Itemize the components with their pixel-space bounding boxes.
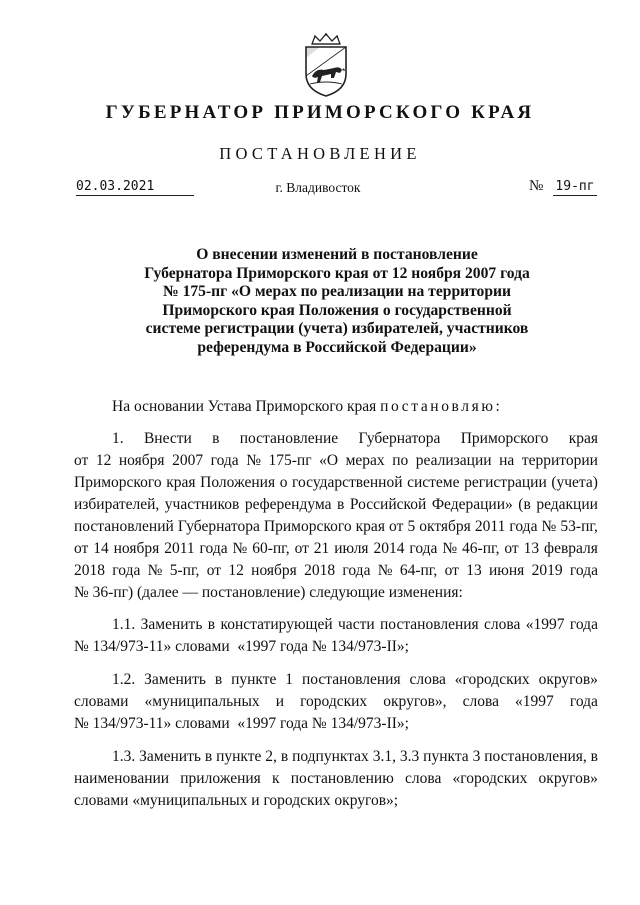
word: 1.1. [112, 616, 136, 633]
word: года [509, 518, 538, 535]
word: № [232, 540, 248, 557]
word: приложения [180, 770, 261, 787]
word: пункте [216, 748, 262, 765]
word: Российской [349, 496, 427, 513]
text-line [74, 614, 598, 636]
word: округов», [383, 693, 447, 710]
heading-line: Приморского края Положения о государственной [162, 301, 512, 319]
word: в [212, 430, 220, 447]
word: 3.3 [399, 748, 420, 765]
word: «1997 [515, 693, 554, 710]
word: от [74, 540, 89, 557]
word: 13 [466, 562, 482, 579]
word: по [392, 452, 409, 469]
document-body [74, 396, 598, 823]
word: констатирующей [220, 616, 333, 633]
word: части [338, 616, 375, 633]
heading-line: № 175-пг «О мерах по реализации на территории [163, 283, 511, 301]
word: территории [521, 452, 598, 469]
word: Приморского [263, 518, 352, 535]
word: реализации [415, 452, 492, 469]
word: системе [407, 474, 460, 491]
word: 21 [313, 540, 330, 557]
word: ноября [113, 540, 160, 557]
word: в [590, 748, 598, 765]
text-line [74, 516, 598, 538]
word: референдума [244, 496, 332, 513]
word: от [389, 518, 404, 535]
word: постановлений [74, 518, 174, 535]
word: Внести [143, 430, 192, 447]
word: о [279, 474, 288, 491]
preamble [74, 396, 598, 418]
text-line [74, 790, 598, 812]
word: слова [409, 671, 446, 688]
word: Положения [200, 474, 276, 491]
word: постановления [380, 616, 479, 633]
word: Заменить [140, 616, 203, 633]
word: и [275, 693, 284, 710]
word: 14 [93, 540, 109, 557]
word: государственной [292, 474, 403, 491]
word: в [204, 748, 213, 765]
word: года [112, 562, 141, 579]
word: года [569, 616, 598, 633]
text-line [74, 428, 598, 450]
word: редакции [536, 496, 598, 513]
number-sign: № [529, 178, 544, 194]
word: к [271, 770, 280, 787]
word: № 134/973-11» словами «1997 года № 134/973-II»; [74, 715, 409, 732]
word: подпунктах [292, 748, 369, 765]
authority-title: ГУБЕРНАТОР ПРИМОРСКОГО КРАЯ [105, 102, 535, 123]
word: словами «муниципальных и городских округов»; [74, 792, 399, 809]
word: 53-пг, [560, 518, 598, 535]
word: 3 [472, 748, 481, 765]
word: февраля [544, 540, 598, 557]
text-line [74, 691, 598, 713]
word: 46-пг, [462, 540, 500, 557]
heading-line: референдума в Российской Федерации» [197, 338, 477, 356]
word: в [280, 748, 289, 765]
word: участников [164, 496, 240, 513]
word: края [355, 518, 385, 535]
word: 2018 [74, 562, 105, 579]
word: 2011 [474, 518, 506, 535]
word: 2, [265, 748, 277, 765]
word: от [504, 540, 519, 557]
word: № [377, 562, 393, 579]
word: Приморского [74, 474, 162, 491]
word: постановлению [290, 770, 394, 787]
word: словами [74, 693, 129, 710]
word: Губернатора [358, 430, 441, 447]
word: 13 [523, 540, 540, 557]
word: на [499, 452, 515, 469]
word: в [207, 616, 216, 633]
word: 2019 [531, 562, 563, 579]
text-line [74, 560, 598, 582]
word: слова [462, 693, 499, 710]
word: (учета) [551, 474, 598, 491]
word: 3.1, [372, 748, 396, 765]
word: года [409, 540, 438, 557]
text-line [74, 450, 598, 472]
word: наименовании [74, 770, 170, 787]
word: регистрации [464, 474, 547, 491]
word: пункта [423, 748, 469, 765]
word: 1.2. [112, 671, 136, 688]
word: округов» [538, 770, 598, 787]
word: 1. [112, 430, 124, 447]
word: 60-пг, [252, 540, 290, 557]
word: № [147, 562, 163, 579]
word: мерах [345, 452, 385, 469]
heading-line: Губернатора Приморского края от 12 ноября 2007 года [144, 264, 530, 282]
word: (в [518, 496, 531, 513]
text-line [74, 768, 598, 790]
document-meta [0, 178, 640, 202]
word: в [214, 671, 223, 688]
word: «городских [452, 770, 528, 787]
document-heading [0, 246, 640, 358]
word: постановления, [484, 748, 587, 765]
word: 2018 [304, 562, 336, 579]
text-line [74, 713, 598, 735]
word: № [541, 518, 557, 535]
word: в [337, 496, 345, 513]
word: 175-пг [268, 452, 312, 469]
word: «1997 [525, 616, 565, 633]
word: слова [484, 616, 521, 633]
word: № 134/973-11» словами «1997 года № 134/973-II»; [74, 638, 409, 655]
preamble-action: постановляю: [380, 398, 503, 415]
paragraph-p1-2 [74, 669, 598, 735]
word: «О [319, 452, 339, 469]
coat-of-arms-emblem [298, 32, 354, 98]
word: октября [419, 518, 471, 535]
heading-line: системе регистрации (учета) избирателей, участников [145, 320, 529, 338]
document-date: 02.03.2021 [76, 178, 194, 196]
word: года [199, 540, 228, 557]
word: 5 [407, 518, 416, 535]
paragraph-p1-1 [74, 614, 598, 658]
word: от [74, 452, 89, 469]
word: Федерации» [431, 496, 513, 513]
word: округов» [538, 671, 598, 688]
word: от [206, 562, 222, 579]
document-city: г. Владивосток [275, 180, 361, 195]
word: года [342, 562, 371, 579]
word: Приморского [460, 430, 549, 447]
word: 2014 [373, 540, 405, 557]
document-number: 19-пг [553, 178, 597, 196]
word: года [569, 562, 598, 579]
word: городских [300, 693, 368, 710]
word: июня [489, 562, 525, 579]
word: года [569, 693, 598, 710]
word: Заменить [144, 671, 206, 688]
heading-line: О внесении изменений в постановление [196, 246, 478, 263]
text-line [74, 746, 598, 768]
word: края [568, 430, 598, 447]
word: Губернатора [177, 518, 260, 535]
word: ноября [118, 452, 165, 469]
word: 12 [95, 452, 112, 469]
text-line [74, 494, 598, 516]
word: края [166, 474, 196, 491]
text-line [74, 538, 598, 560]
word: № 36-пг) (далее — постановление) следующие изменения: [74, 584, 463, 601]
text-line [74, 636, 598, 658]
word: пункте [231, 671, 277, 688]
word: постановление [239, 430, 339, 447]
word: 1.3. [112, 748, 136, 765]
word: от [294, 540, 309, 557]
word: постановления [301, 671, 401, 688]
word: года [210, 452, 239, 469]
word: № [442, 540, 458, 557]
text-line [74, 669, 598, 691]
word: избирателей, [74, 496, 160, 513]
word: «городских [454, 671, 530, 688]
word: № [246, 452, 261, 469]
document-type: ПОСТАНОВЛЕНИЕ [219, 144, 421, 163]
word: 2007 [172, 452, 204, 469]
word: июля [334, 540, 369, 557]
text-line [74, 582, 598, 604]
word: 1 [285, 671, 294, 688]
word: от [444, 562, 459, 579]
word: 12 [228, 562, 244, 579]
word: 2011 [164, 540, 195, 557]
word: 5-пг, [169, 562, 200, 579]
word: слова [404, 770, 442, 787]
word: ноября [251, 562, 297, 579]
preamble-text: На основании Устава Приморского края [112, 398, 377, 415]
text-line [74, 472, 598, 494]
word: «муниципальных [144, 693, 260, 710]
word: Заменить [139, 748, 201, 765]
word: 64-пг, [399, 562, 438, 579]
paragraph-p1-3 [74, 746, 598, 812]
paragraph-p1 [74, 428, 598, 604]
